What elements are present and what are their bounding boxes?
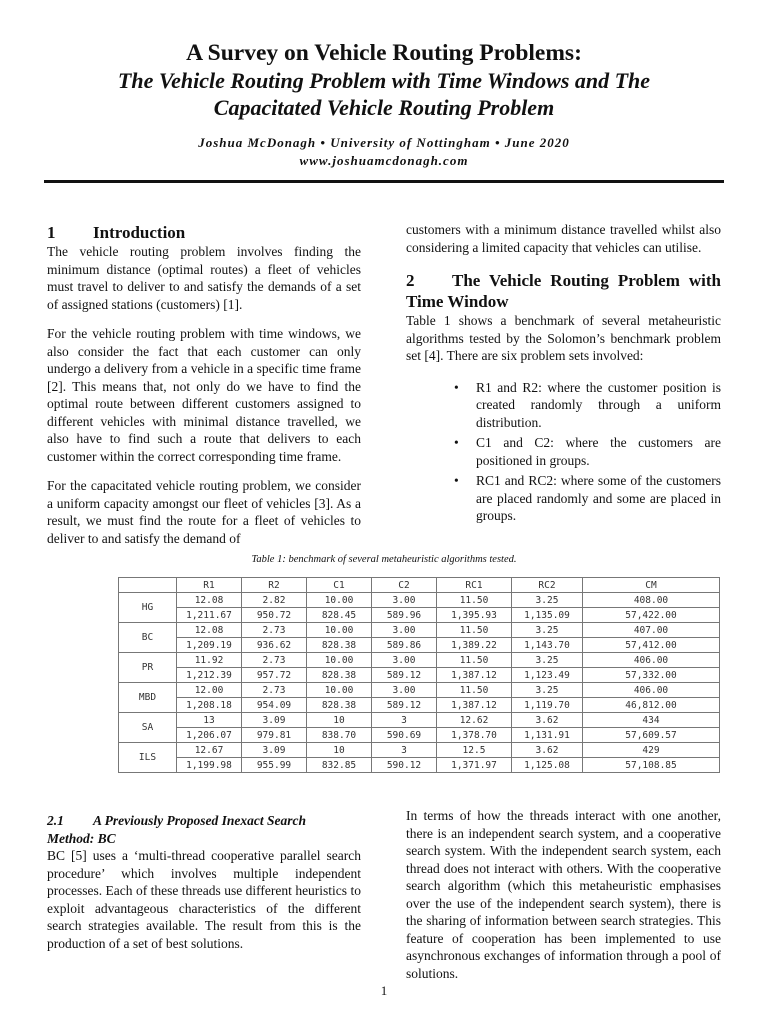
- table-cell: 10: [307, 743, 372, 758]
- table-cell: 11.50: [437, 653, 512, 668]
- intro-paragraph-3: For the capacitated vehicle routing problem, we consider a uniform capacity amongst our fleet of vehicles [3]. As a result, we must find the route for a fleet of vehicles to deliver to and satisfy the demand of: [47, 478, 361, 546]
- table-cell: 1,208.18: [177, 698, 242, 713]
- table-cell: 12.08: [177, 623, 242, 638]
- table-cell: 828.38: [307, 668, 372, 683]
- table-cell: 429: [583, 743, 720, 758]
- subsection-2-1-heading: [47, 812, 361, 847]
- table-header-cell: R1: [177, 578, 242, 593]
- table-cell: 406.00: [583, 653, 720, 668]
- table-header-cell: C1: [307, 578, 372, 593]
- table-cell: 11.92: [177, 653, 242, 668]
- section-1-heading: [47, 222, 361, 243]
- table-cell: 954.09: [242, 698, 307, 713]
- table-header-cell: RC1: [437, 578, 512, 593]
- author-block: [0, 134, 768, 170]
- table-cell: 1,395.93: [437, 608, 512, 623]
- table-row: [119, 608, 720, 623]
- table-cell: 1,371.97: [437, 758, 512, 773]
- table-header-cell: RC2: [512, 578, 583, 593]
- table-cell: 832.85: [307, 758, 372, 773]
- list-item: • C1 and C2: where the customers are positioned in groups.: [476, 434, 721, 469]
- table-cell: 589.86: [372, 638, 437, 653]
- table-cell: 3.25: [512, 593, 583, 608]
- table-row: [119, 623, 720, 638]
- section-2-heading: [406, 270, 721, 312]
- table-cell: 2.73: [242, 623, 307, 638]
- table-cell: 13: [177, 713, 242, 728]
- table-row: [119, 683, 720, 698]
- table-row: [119, 758, 720, 773]
- intro-paragraph-1: The vehicle routing problem involves finding the minimum distance (optimal routes) a fleet of vehicles must travel to deliver to and satisfy the demands of a set of assigned stations (customers) [1].: [47, 244, 361, 312]
- table-cell: 3.62: [512, 713, 583, 728]
- table-cell: 1,125.08: [512, 758, 583, 773]
- table-cell: 838.70: [307, 728, 372, 743]
- table-cell: 589.96: [372, 608, 437, 623]
- table-cell: 434: [583, 713, 720, 728]
- table-cell: 3: [372, 743, 437, 758]
- row-label-cell: ILS: [119, 743, 177, 773]
- table-cell: 1,209.19: [177, 638, 242, 653]
- table-cell: 12.5: [437, 743, 512, 758]
- table-cell: 57,332.00: [583, 668, 720, 683]
- table-row: [119, 668, 720, 683]
- subsection-title-line2: Method: BC: [47, 830, 116, 846]
- table-cell: 406.00: [583, 683, 720, 698]
- table-header-cell: CM: [583, 578, 720, 593]
- table-header-row: [119, 578, 720, 593]
- section-2-title: The Vehicle Routing Problem with Time Window: [406, 271, 721, 311]
- table-cell: 10: [307, 713, 372, 728]
- table-cell: 2.82: [242, 593, 307, 608]
- table-cell: 950.72: [242, 608, 307, 623]
- table-cell: 589.12: [372, 698, 437, 713]
- right-column-bottom: [406, 807, 721, 994]
- table-cell: 1,387.12: [437, 698, 512, 713]
- table-cell: 57,609.57: [583, 728, 720, 743]
- table-cell: 1,378.70: [437, 728, 512, 743]
- table-cell: 3.62: [512, 743, 583, 758]
- table-cell: 3.09: [242, 713, 307, 728]
- benchmark-table: [118, 577, 720, 773]
- table-cell: 3.25: [512, 623, 583, 638]
- table-cell: 1,211.67: [177, 608, 242, 623]
- table-cell: 57,108.85: [583, 758, 720, 773]
- table-cell: 1,119.70: [512, 698, 583, 713]
- table-cell: 407.00: [583, 623, 720, 638]
- list-item: • RC1 and RC2: where some of the customers are placed randomly and some are placed in groups.: [476, 472, 721, 525]
- table-cell: 1,135.09: [512, 608, 583, 623]
- table-cell: 955.99: [242, 758, 307, 773]
- left-column-bottom: [47, 812, 361, 964]
- table-cell: 979.81: [242, 728, 307, 743]
- table-cell: 3: [372, 713, 437, 728]
- row-label-cell: MBD: [119, 683, 177, 713]
- table-cell: 3.00: [372, 593, 437, 608]
- table-cell: 10.00: [307, 683, 372, 698]
- table-cell: 11.50: [437, 593, 512, 608]
- problem-set-list: [406, 379, 721, 525]
- table-cell: 3.25: [512, 683, 583, 698]
- table-cell: 1,199.98: [177, 758, 242, 773]
- row-label-cell: PR: [119, 653, 177, 683]
- table-cell: 1,212.39: [177, 668, 242, 683]
- page-number: 1: [380, 983, 388, 998]
- table-cell: 12.67: [177, 743, 242, 758]
- threads-paragraph: In terms of how the threads interact with one another, there is an independent search system, and a cooperative search system. With the independent search system, each thread does not interact with others. With the cooperative search algorithm (which this metaheuristic emphasises over the use of the independent search system), there is the sharing of information between search strategies. This feature of cooperation has been implemented to use asynchronous exchanges of information through a pool of solutions.: [406, 808, 721, 981]
- table-cell: 590.12: [372, 758, 437, 773]
- table-row: [119, 593, 720, 608]
- table-cell: 10.00: [307, 593, 372, 608]
- section-1-title: Introduction: [93, 223, 186, 242]
- table-cell: 3.00: [372, 623, 437, 638]
- row-label-cell: BC: [119, 623, 177, 653]
- title-divider: [44, 180, 724, 183]
- table-header-cell: R2: [242, 578, 307, 593]
- paper-subtitle-line2: Capacitated Vehicle Routing Problem: [213, 95, 555, 120]
- table-cell: 2.73: [242, 653, 307, 668]
- table-cell: 57,412.00: [583, 638, 720, 653]
- table-header-cell: [119, 578, 177, 593]
- table-cell: 1,389.22: [437, 638, 512, 653]
- table-cell: 2.73: [242, 683, 307, 698]
- table-cell: 589.12: [372, 668, 437, 683]
- intro-paragraph-2: For the vehicle routing problem with time windows, we also consider the fact that each customer can only undergo a delivery from a vehicle in a specific time frame [2]. This means that, not only do we have to find the optimal route between different customers assigned to different vehicles with minimal distance travelled, we also have to find such a route that delivers to each customer within the correct corresponding time frame.: [47, 326, 361, 464]
- intro-continuation: customers with a minimum distance travelled whilst also considering a limited capacity that vehicles can utilise.: [406, 222, 721, 255]
- subsection-title-line1: A Previously Proposed Inexact Search: [93, 813, 306, 828]
- table-row: [119, 698, 720, 713]
- table-cell: 1,143.70: [512, 638, 583, 653]
- table-cell: 828.45: [307, 608, 372, 623]
- table-cell: 12.00: [177, 683, 242, 698]
- table-cell: 590.69: [372, 728, 437, 743]
- table-cell: 3.09: [242, 743, 307, 758]
- section-1-number: 1: [47, 223, 56, 242]
- table-cell: 46,812.00: [583, 698, 720, 713]
- website-link[interactable]: www.joshuamcdonagh.com: [299, 153, 469, 168]
- section-2-paragraph: Table 1 shows a benchmark of several metaheuristic algorithms tested by the Solomon’s benchmark problem set [4]. There are six problem sets involved:: [406, 313, 721, 363]
- table-cell: 1,206.07: [177, 728, 242, 743]
- table-cell: 10.00: [307, 653, 372, 668]
- table-cell: 957.72: [242, 668, 307, 683]
- table-row: [119, 743, 720, 758]
- table-row: [119, 653, 720, 668]
- row-label-cell: SA: [119, 713, 177, 743]
- subsection-number: 2.1: [47, 813, 64, 828]
- table-cell: 1,387.12: [437, 668, 512, 683]
- paper-title: A Survey on Vehicle Routing Problems:: [186, 40, 582, 66]
- table-cell: 3.00: [372, 653, 437, 668]
- table-header-cell: C2: [372, 578, 437, 593]
- right-column-top: [406, 221, 721, 528]
- table-cell: 12.62: [437, 713, 512, 728]
- author-line: Joshua McDonagh • University of Nottingham • June 2020: [198, 135, 570, 150]
- subsection-paragraph: BC [5] uses a ‘multi-thread cooperative parallel search procedure’ which involves multiple independent processes. Each of these threads use different heuristics to exploit advantageous characteristics of the different search strategies available. The result from this is the production of a set of best solutions.: [47, 848, 361, 951]
- table-cell: 12.08: [177, 593, 242, 608]
- table-row: [119, 728, 720, 743]
- table-cell: 11.50: [437, 683, 512, 698]
- table-cell: 3.25: [512, 653, 583, 668]
- table-cell: 828.38: [307, 698, 372, 713]
- list-item: • R1 and R2: where the customer position is created randomly through a uniform distribution.: [476, 379, 721, 432]
- table-cell: 1,123.49: [512, 668, 583, 683]
- table-body: [119, 593, 720, 773]
- table-cell: 936.62: [242, 638, 307, 653]
- table-cell: 11.50: [437, 623, 512, 638]
- title-block: [0, 40, 768, 121]
- table-row: [119, 713, 720, 728]
- table-cell: 3.00: [372, 683, 437, 698]
- table-cell: 408.00: [583, 593, 720, 608]
- table-caption: Table 1: benchmark of several metaheuristic algorithms tested.: [251, 554, 517, 565]
- row-label-cell: HG: [119, 593, 177, 623]
- paper-subtitle-line1: The Vehicle Routing Problem with Time Windows and The: [117, 68, 651, 93]
- table-cell: 10.00: [307, 623, 372, 638]
- table-cell: 1,131.91: [512, 728, 583, 743]
- section-2-number: 2: [406, 271, 415, 290]
- table-cell: 57,422.00: [583, 608, 720, 623]
- table-cell: 828.38: [307, 638, 372, 653]
- left-column-top: [47, 222, 361, 559]
- table-row: [119, 638, 720, 653]
